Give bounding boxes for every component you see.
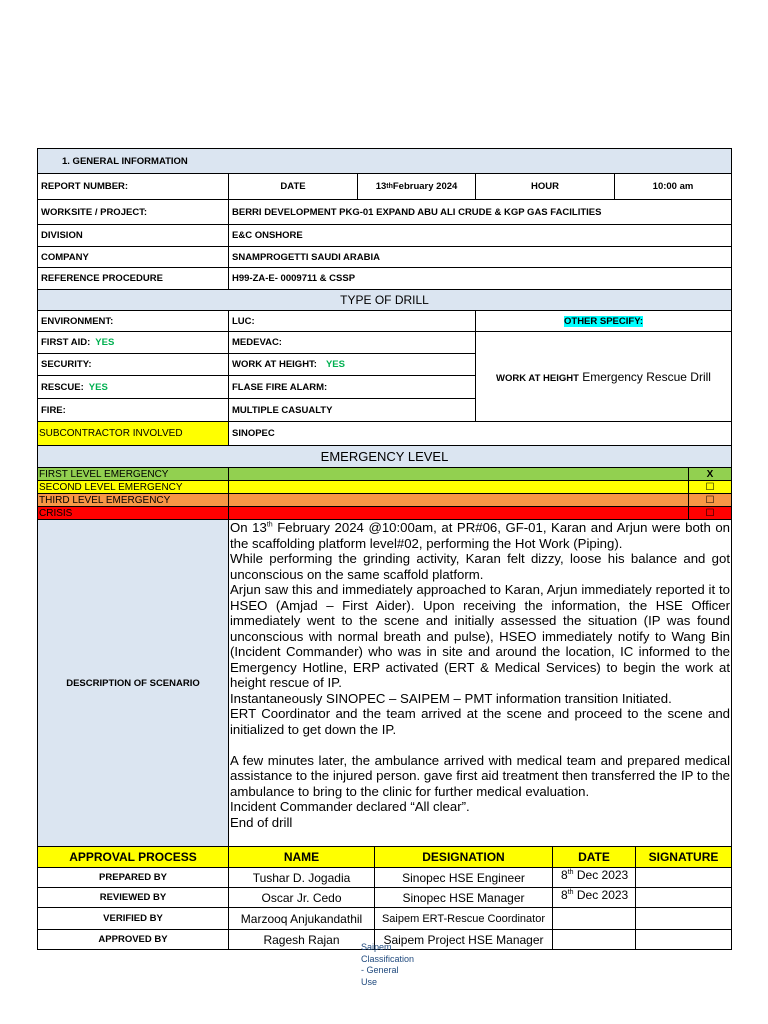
third-level-emergency-label: THIRD LEVEL EMERGENCY — [37, 493, 229, 507]
table-row-date: 8th Dec 2023 — [552, 887, 636, 908]
worksite-label: WORKSITE / PROJECT: — [37, 199, 229, 225]
table-row-date — [552, 907, 636, 930]
third-level-emergency-checkbox: ☐ — [688, 493, 732, 507]
rescue-cell: RESCUE: YES — [37, 375, 229, 399]
table-row-role: VERIFIED BY — [37, 907, 229, 930]
report-date: 13 th February 2024 — [357, 173, 476, 200]
scenario-paragraph: End of drill — [230, 814, 293, 830]
third-level-emergency-bar — [228, 493, 689, 507]
date-label: DATE — [228, 173, 358, 200]
fire-label: FIRE: — [37, 398, 229, 422]
first-aid-cell: FIRST AID: YES — [37, 331, 229, 354]
other-drill-value: WORK AT HEIGHT Emergency Rescue Drill — [475, 331, 732, 422]
table-row-role: APPROVED BY — [37, 929, 229, 950]
crisis-checkbox: ☐ — [688, 506, 732, 520]
first-level-emergency-mark: X — [688, 467, 732, 481]
security-label: SECURITY: — [37, 353, 229, 376]
hour-label: HOUR — [475, 173, 615, 200]
worksite-value: BERRI DEVELOPMENT PKG-01 EXPAND ABU ALI CRUDE & KGP GAS FACILITIES — [228, 199, 732, 225]
scenario-paragraph: Arjun saw this and immediately approached to Karan, Arjun immediately reported it to HSEO (Amjad – First Aider). Upon receiving the information, the HSE Officer immediately went to the scene and initially assessed the situation (IP was found unconscious with normal breath and pulse), HSEO immediately notify to Wang Bin (Incident Commander) who was in site and around the location, IC informed to the Emergency Hotline, ERP activated (ERT & Medical Services) to begin the work at height rescue of IP. — [230, 582, 730, 690]
designation-header: DESIGNATION — [374, 846, 553, 868]
medevac-label: MEDEVAC: — [228, 331, 476, 354]
other-specify-cell — [475, 310, 732, 332]
approval-process-header: APPROVAL PROCESS — [37, 846, 229, 868]
subcontractor-label: SUBCONTRACTOR INVOLVED — [37, 421, 229, 446]
table-row-date: 8th Dec 2023 — [552, 867, 636, 888]
table-row-designation: Saipem ERT-Rescue Coordinator — [374, 907, 553, 930]
work-at-height-cell: WORK AT HEIGHT: YES — [228, 353, 476, 376]
table-row-date — [552, 929, 636, 950]
scenario-paragraph: Incident Commander declared “All clear”. — [230, 799, 470, 814]
table-row-signature — [635, 907, 732, 930]
division-label: DIVISION — [37, 224, 229, 247]
table-row-signature — [635, 929, 732, 950]
report-number-label: REPORT NUMBER: — [37, 173, 229, 200]
company-value: SNAMPROGETTI SAUDI ARABIA — [228, 246, 732, 268]
second-level-emergency-checkbox: ☐ — [688, 480, 732, 494]
scenario-paragraph: ERT Coordinator and the team arrived at the scene and proceed to the scene and initialized to get down the IP. — [230, 706, 730, 737]
hour-value: 10:00 am — [614, 173, 732, 200]
general-information-header: 1. GENERAL INFORMATION — [37, 148, 732, 174]
luc-label: LUC: — [228, 310, 476, 332]
crisis-label: CRISIS — [37, 506, 229, 520]
multiple-casualty-label: MULTIPLE CASUALTY — [228, 398, 476, 422]
classification-label: Saipem Classification - General Use — [361, 942, 415, 987]
division-value: E&C ONSHORE — [228, 224, 732, 247]
type-of-drill-title: TYPE OF DRILL — [37, 289, 732, 311]
name-header: NAME — [228, 846, 375, 868]
company-label: COMPANY — [37, 246, 229, 268]
scenario-paragraph: While performing the grinding activity, Karan felt dizzy, loose his balance and got unconscious on the same scaffold platform. — [230, 551, 730, 582]
table-row-name: Marzooq Anjukandathil — [228, 907, 375, 930]
date-header: DATE — [552, 846, 636, 868]
other-specify-label: OTHER SPECIFY: — [564, 315, 643, 327]
table-row-signature — [635, 887, 732, 908]
second-level-emergency-bar — [228, 480, 689, 494]
scenario-paragraph: A few minutes later, the ambulance arrived with medical team and prepared medical assistance to the injured person. gave first aid treatment then transferred the IP to the ambulance to bring to the clinic for further medical evaluation. — [230, 752, 730, 799]
first-level-emergency-label: FIRST LEVEL EMERGENCY — [37, 467, 229, 481]
work-at-height-yes: YES — [325, 359, 345, 370]
scenario-paragraph: On 13th February 2024 @10:00am, at PR#06, GF-01, Karan and Arjun were both on the scaffolding platform level#02, performing the Hot Work (Piping). — [230, 520, 730, 551]
reference-value: H99-ZA-E- 0009711 & CSSP — [228, 267, 732, 290]
table-row-role: REVIEWED BY — [37, 887, 229, 908]
first-aid-yes: YES — [95, 337, 115, 348]
signature-header: SIGNATURE — [635, 846, 732, 868]
false-fire-alarm-label: FLASE FIRE ALARM: — [228, 375, 476, 399]
emergency-level-title: EMERGENCY LEVEL — [37, 445, 732, 468]
table-row-name: Oscar Jr. Cedo — [228, 887, 375, 908]
scenario-description — [228, 519, 732, 847]
subcontractor-value: SINOPEC — [228, 421, 732, 446]
table-row-name: Ragesh Rajan — [228, 929, 375, 950]
environment-label: ENVIRONMENT: — [37, 310, 229, 332]
rescue-yes: YES — [88, 381, 108, 393]
table-row-designation: Sinopec HSE Manager — [374, 887, 553, 908]
table-row-signature — [635, 867, 732, 888]
crisis-bar — [228, 506, 689, 520]
table-row-designation: Sinopec HSE Engineer — [374, 867, 553, 888]
second-level-emergency-label: SECOND LEVEL EMERGENCY — [37, 480, 229, 494]
table-row-name: Tushar D. Jogadia — [228, 867, 375, 888]
first-level-emergency-bar — [228, 467, 689, 481]
reference-label: REFERENCE PROCEDURE — [37, 267, 229, 290]
table-row-role: PREPARED BY — [37, 867, 229, 888]
scenario-label: DESCRIPTION OF SCENARIO — [37, 519, 229, 847]
table-row-designation: Saipem Project HSE Manager — [374, 929, 553, 950]
scenario-paragraph: Instantaneously SINOPEC – SAIPEM – PMT information transition Initiated. — [230, 690, 672, 706]
